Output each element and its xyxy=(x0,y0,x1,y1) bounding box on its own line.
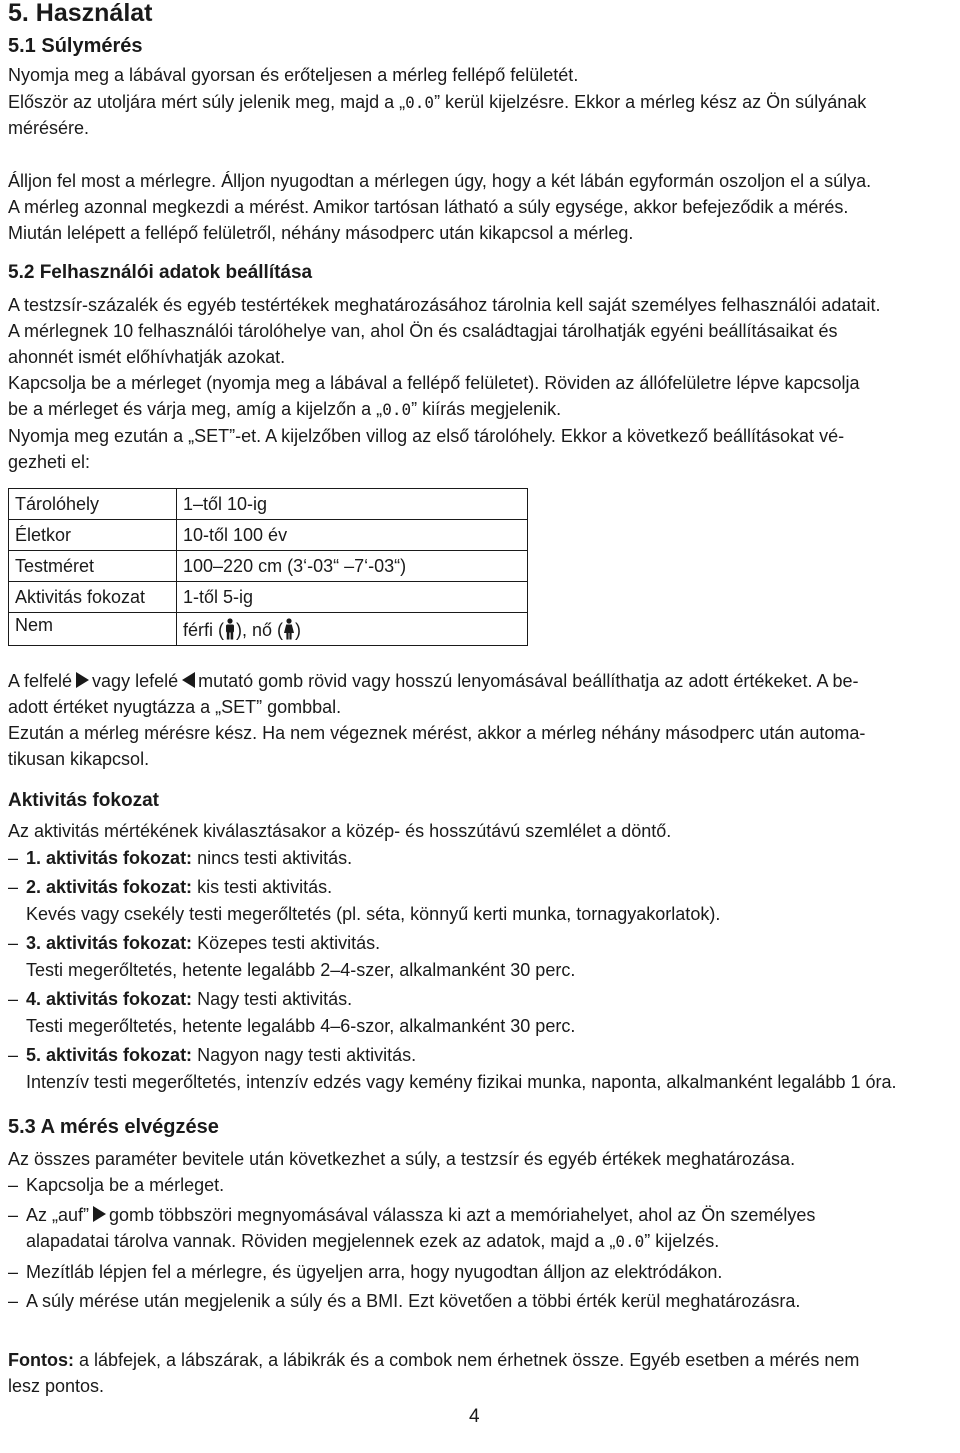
table-cell-value: 100–220 cm (3‘-03“ –7‘-03“) xyxy=(177,551,528,582)
table-cell-key: Nem xyxy=(9,613,177,646)
table-cell-value: 1-től 5-ig xyxy=(177,582,528,613)
arrow-up-button-icon xyxy=(93,1206,106,1222)
paragraph: Nyomja meg ezután a „SET”-et. A kijelzőben villog az első tárolóhely. Ekkor a következő beállításokat vé- xyxy=(8,426,845,446)
note-label: Fontos: xyxy=(8,1350,74,1370)
chapter-heading: 5. Használat xyxy=(8,0,153,27)
list-item-detail: alapadatai tárolva vannak. Röviden megjelennek ezek az adatok, majd a „0.0” kijelzés. xyxy=(26,1231,720,1251)
table-row xyxy=(9,613,528,646)
table-row xyxy=(9,489,528,520)
lcd-display-value: 0.0 xyxy=(382,400,412,419)
table-cell-key: Testméret xyxy=(9,551,177,582)
note-paragraph: lesz pontos. xyxy=(8,1376,105,1396)
paragraph: Miután lelépett a fellépő felületről, néhány másodperc után kikapcsol a mérleg. xyxy=(8,223,634,243)
lcd-display-value: 0.0 xyxy=(615,1232,645,1251)
table-cell-key: Aktivitás fokozat xyxy=(9,582,177,613)
table-cell-value: 10-től 100 év xyxy=(177,520,528,551)
paragraph: ahonnét ismét előhívhatják azokat. xyxy=(8,347,286,367)
list-item-detail: Kevés vagy csekély testi megerőltetés (pl. séta, könnyű kerti munka, tornagyakorlatok). xyxy=(26,904,721,924)
paragraph: Ezután a mérleg mérésre kész. Ha nem végeznek mérést, akkor a mérleg néhány másodperc után automa- xyxy=(8,723,866,743)
female-figure-icon xyxy=(283,618,295,645)
table-cell-key: Tárolóhely xyxy=(9,489,177,520)
list-item-detail: Testi megerőltetés, hetente legalább 2–4-szer, alkalmanként 30 perc. xyxy=(26,960,576,980)
arrow-up-button-icon xyxy=(76,672,89,688)
male-figure-icon xyxy=(224,618,236,645)
table-cell-value: férfi ( ), nő ( ) xyxy=(177,613,528,646)
paragraph: gezheti el: xyxy=(8,452,91,472)
paragraph: A felfelé vagy lefelé mutató gomb rövid vagy hosszú lenyomásával beállíthatja az adott értékeket. A be- xyxy=(8,671,859,691)
list-item-detail: Intenzív testi megerőltetés, intenzív edzés vagy kemény fizikai munka, naponta, alkalmanként legalább 1 óra. xyxy=(26,1072,897,1092)
paragraph: mérésére. xyxy=(8,118,90,138)
activity-title: Aktivitás fokozat xyxy=(8,790,159,811)
table-row xyxy=(9,520,528,551)
settings-table xyxy=(8,488,528,646)
paragraph: Kapcsolja be a mérleget (nyomja meg a lábával a fellépő felületet). Röviden az állófelületre lépve kapcsolja xyxy=(8,373,860,393)
paragraph: A mérlegnek 10 felhasználói tárolóhelye van, ahol Ön és családtagjai tárolhatják egyéni beállításaikat és xyxy=(8,321,838,341)
note-paragraph: Fontos: a lábfejek, a lábszárak, a lábikrák és a combok nem érhetnek össze. Egyéb esetben a mérés nem xyxy=(8,1350,860,1370)
table-row xyxy=(9,551,528,582)
arrow-down-button-icon xyxy=(182,672,195,688)
paragraph: be a mérleget és várja meg, amíg a kijelzőn a „0.0” kiírás megjelenik. xyxy=(8,399,562,419)
paragraph: Először az utoljára mért súly jelenik meg, majd a „0.0” kerül kijelzésre. Ekkor a mérleg kész az Ön súlyának xyxy=(8,92,867,112)
paragraph: Az összes paraméter bevitele után következhet a súly, a testzsír és egyéb értékek meghatározása. xyxy=(8,1149,796,1169)
paragraph: adott értéket nyugtázza a „SET” gombbal. xyxy=(8,697,342,717)
paragraph: A testzsír-százalék és egyéb testértékek meghatározásához tárolnia kell saját személyes felhasználói adatait. xyxy=(8,295,881,315)
section-5-2-title: 5.2 Felhasználói adatok beállítása xyxy=(8,262,313,283)
page-number: 4 xyxy=(469,1406,480,1427)
paragraph: tikusan kikapcsol. xyxy=(8,749,150,769)
section-5-1-title: 5.1 Súlymérés xyxy=(8,35,143,57)
lcd-display-value: 0.0 xyxy=(405,93,435,112)
section-5-3-title: 5.3 A mérés elvégzése xyxy=(8,1116,219,1138)
paragraph: A mérleg azonnal megkezdi a mérést. Amikor tartósan látható a súly egysége, akkor befejeződik a mérés. xyxy=(8,197,849,217)
table-cell-value: 1–től 10-ig xyxy=(177,489,528,520)
table-cell-key: Életkor xyxy=(9,520,177,551)
list-item-detail: Testi megerőltetés, hetente legalább 4–6-szor, alkalmanként 30 perc. xyxy=(26,1016,576,1036)
paragraph: Nyomja meg a lábával gyorsan és erőteljesen a mérleg fellépő felületét. xyxy=(8,65,579,85)
table-row xyxy=(9,582,528,613)
paragraph: Álljon fel most a mérlegre. Álljon nyugodtan a mérlegen úgy, hogy a két lábán egyformán oszoljon el a súlya. xyxy=(8,171,872,191)
paragraph: Az aktivitás mértékének kiválasztásakor a közép- és hosszútávú szemlélet a döntő. xyxy=(8,821,672,841)
